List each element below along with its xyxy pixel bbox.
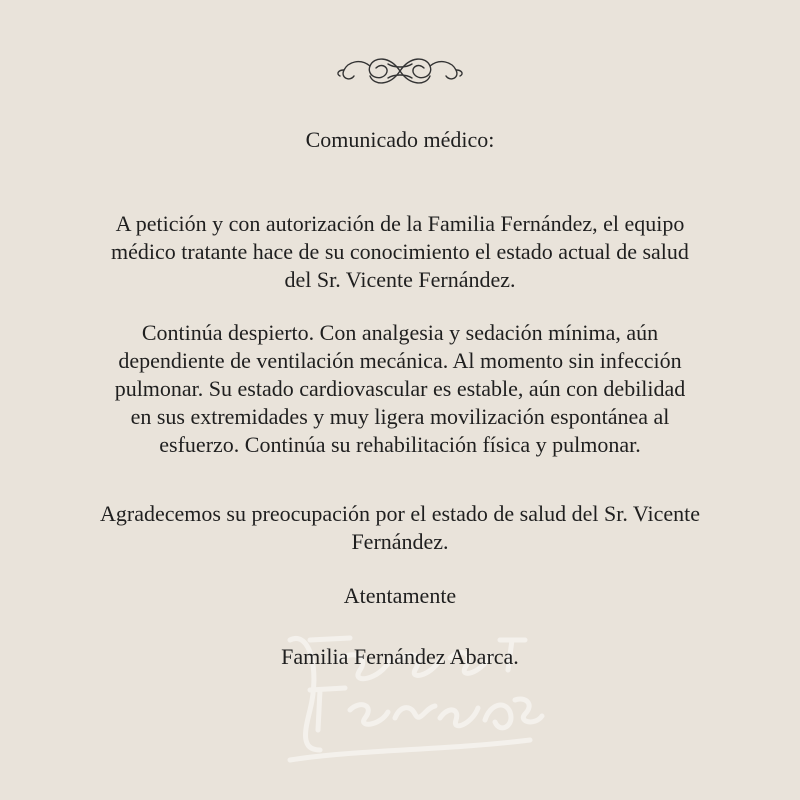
text-line: Continúa despierto. Con analgesia y sedación mínima, aún: [141, 320, 659, 345]
text-line: dependiente de ventilación mecánica. Al momento sin infección: [118, 348, 682, 373]
paragraph-thanks: [40, 500, 760, 556]
signature-watermark-icon: [250, 600, 550, 780]
text-line: en sus extremidades y muy ligera movilización espontánea al: [130, 404, 670, 429]
signature-line: Familia Fernández Abarca.: [281, 644, 519, 669]
flourish-ornament-icon: [330, 48, 470, 94]
text-line: Agradecemos su preocupación por el estado de salud del Sr. Vicente: [99, 501, 701, 526]
text-line: médico tratante hace de su conocimiento el estado actual de salud: [111, 239, 689, 264]
text-line: pulmonar. Su estado cardiovascular es estable, aún con debilidad: [114, 376, 686, 401]
text-line: del Sr. Vicente Fernández.: [284, 267, 516, 292]
paragraph-request: [40, 210, 760, 294]
text-line: esfuerzo. Continúa su rehabilitación física y pulmonar.: [159, 432, 641, 457]
paragraph-status: [40, 319, 760, 459]
text-line: A petición y con autorización de la Familia Fernández, el equipo: [115, 211, 685, 236]
text-line: Fernández.: [351, 529, 449, 554]
document-heading: Comunicado médico:: [305, 127, 495, 152]
closing: Atentamente: [343, 583, 457, 608]
